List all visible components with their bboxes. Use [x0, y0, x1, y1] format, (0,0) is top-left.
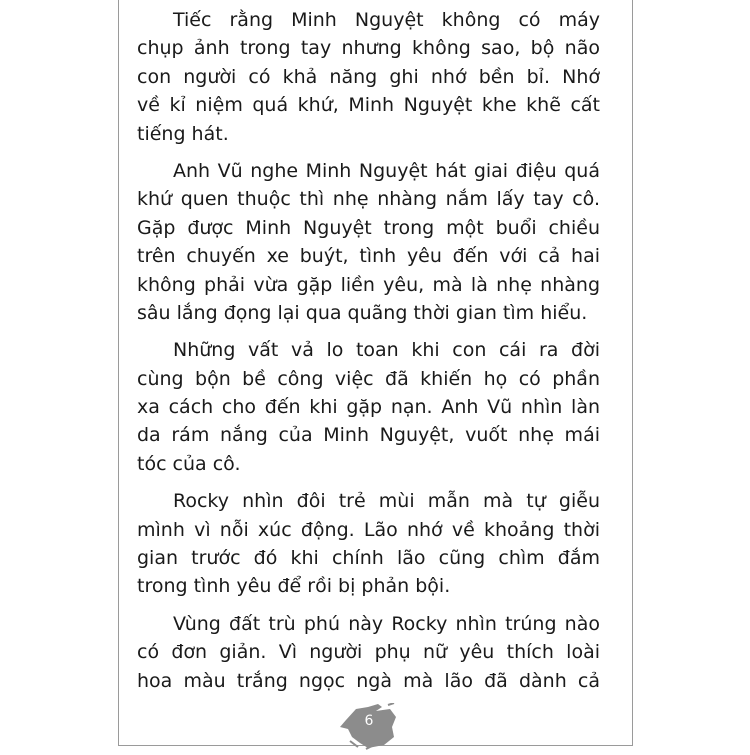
- text-line: xa cách cho đến khi gặp nạn. Anh Vũ nhìn làn: [137, 396, 600, 419]
- text-line: trong tình yêu để rồi bị phản bội.: [137, 575, 451, 598]
- text-line: mình vì nỗi xúc động. Lão nhớ về khoảng thời: [137, 518, 600, 541]
- paragraph: [137, 336, 600, 478]
- text-line: tiếng hát.: [137, 122, 229, 145]
- paragraph: [137, 157, 600, 327]
- paragraph: [137, 487, 600, 601]
- text-line: Tiếc rằng Minh Nguyệt không có máy: [173, 9, 600, 31]
- text-line: khứ quen thuộc thì nhẹ nhàng nắm lấy tay cô.: [137, 188, 600, 211]
- text-line: tóc của cô.: [137, 452, 241, 475]
- body-text: [137, 6, 600, 704]
- text-line: có đơn giản. Vì người phụ nữ yêu thích loài: [137, 641, 600, 664]
- text-line: sâu lắng đọng lại qua quãng thời gian tìm hiểu.: [137, 301, 588, 324]
- text-line: hoa màu trắng ngọc ngà mà lão đã dành cả: [137, 669, 600, 692]
- text-line: con người có khả năng ghi nhớ bền bỉ. Nhớ: [137, 65, 600, 88]
- page-number: 6: [364, 713, 374, 729]
- text-line: về kỉ niệm quá khứ, Minh Nguyệt khe khẽ cất: [137, 94, 600, 117]
- text-line: trên chuyến xe buýt, tình yêu đến với cả hai: [137, 245, 600, 268]
- text-line: da rám nắng của Minh Nguyệt, vuốt nhẹ mái: [137, 424, 600, 447]
- text-line: Những vất vả lo toan khi con cái ra đời: [173, 339, 600, 362]
- paragraph: [137, 6, 600, 148]
- text-line: Rocky nhìn đôi trẻ mùi mẫn mà tự giễu: [173, 490, 600, 513]
- page-number-badge: [338, 703, 400, 750]
- text-line: Vùng đất trù phú này Rocky nhìn trúng nào: [173, 612, 600, 635]
- text-line: chụp ảnh trong tay nhưng không sao, bộ não: [137, 37, 600, 60]
- text-line: cùng bộn bề công việc đã khiến họ có phần: [137, 367, 600, 390]
- text-line: gian trước đó khi chính lão cũng chìm đắm: [137, 547, 600, 570]
- text-line: Anh Vũ nghe Minh Nguyệt hát giai điệu quá: [173, 159, 600, 182]
- text-line: không phải vừa gặp liền yêu, mà là nhẹ nhàng: [137, 273, 600, 296]
- paragraph: [137, 610, 600, 695]
- text-line: Gặp được Minh Nguyệt trong một buổi chiều: [137, 216, 600, 239]
